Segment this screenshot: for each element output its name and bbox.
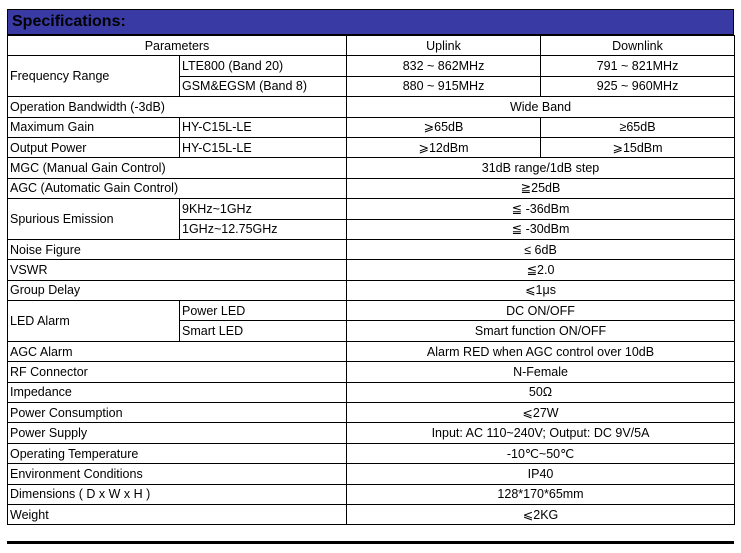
row-value: DC ON/OFF	[347, 301, 735, 321]
row-value: Input: AC 110~240V; Output: DC 9V/5A	[347, 423, 735, 443]
uplink-value: ⩾12dBm	[347, 137, 541, 157]
downlink-value: ⩾15dBm	[541, 137, 735, 157]
row-label: Impedance	[8, 382, 347, 402]
row-label: Environment Conditions	[8, 464, 347, 484]
uplink-value: ⩾65dB	[347, 117, 541, 137]
row-label: Noise Figure	[8, 239, 347, 259]
row-value: Smart function ON/OFF	[347, 321, 735, 341]
row-value: ⩽27W	[347, 403, 735, 423]
table-row	[8, 484, 735, 504]
row-label: LED Alarm	[8, 301, 180, 342]
row-label: VSWR	[8, 260, 347, 280]
section-header	[7, 9, 734, 35]
table-row	[8, 362, 735, 382]
row-sublabel: LTE800 (Band 20)	[180, 56, 347, 76]
row-value: Alarm RED when AGC control over 10dB	[347, 341, 735, 361]
row-value: ≦ -36dBm	[347, 199, 735, 219]
row-label: Power Supply	[8, 423, 347, 443]
column-header-downlink: Downlink	[541, 36, 735, 56]
table-row	[8, 301, 735, 321]
table-row	[8, 341, 735, 361]
row-label: AGC Alarm	[8, 341, 347, 361]
row-label: Weight	[8, 504, 347, 524]
downlink-value: 791 ~ 821MHz	[541, 56, 735, 76]
table-header-row	[8, 36, 735, 56]
row-value: IP40	[347, 464, 735, 484]
row-label: MGC (Manual Gain Control)	[8, 158, 347, 178]
bottom-divider	[7, 541, 734, 544]
row-value: 31dB range/1dB step	[347, 158, 735, 178]
row-value: ≤ 6dB	[347, 239, 735, 259]
row-value: N-Female	[347, 362, 735, 382]
table-row	[8, 158, 735, 178]
row-sublabel: Smart LED	[180, 321, 347, 341]
row-value: 128*170*65mm	[347, 484, 735, 504]
row-label: Operation Bandwidth (-3dB)	[8, 97, 347, 117]
table-row	[8, 443, 735, 463]
section-title: Specifications:	[12, 13, 126, 30]
row-label: Group Delay	[8, 280, 347, 300]
table-row	[8, 117, 735, 137]
row-sublabel: GSM&EGSM (Band 8)	[180, 76, 347, 96]
table-row	[8, 280, 735, 300]
row-value: 50Ω	[347, 382, 735, 402]
column-header-parameters: Parameters	[8, 36, 347, 56]
row-value: ⩽2KG	[347, 504, 735, 524]
table-row	[8, 178, 735, 198]
downlink-value: 925 ~ 960MHz	[541, 76, 735, 96]
row-value: ≧25dB	[347, 178, 735, 198]
table-row	[8, 403, 735, 423]
row-value: Wide Band	[347, 97, 735, 117]
row-label: Frequency Range	[8, 56, 180, 97]
row-sublabel: HY-C15L-LE	[180, 117, 347, 137]
uplink-value: 880 ~ 915MHz	[347, 76, 541, 96]
row-sublabel: HY-C15L-LE	[180, 137, 347, 157]
row-label: Operating Temperature	[8, 443, 347, 463]
row-label: RF Connector	[8, 362, 347, 382]
downlink-value: ≥65dB	[541, 117, 735, 137]
row-label: Output Power	[8, 137, 180, 157]
row-value: ≦ -30dBm	[347, 219, 735, 239]
row-value: ⩽1μs	[347, 280, 735, 300]
table-row	[8, 464, 735, 484]
table-row	[8, 56, 735, 76]
table-row	[8, 97, 735, 117]
row-label: Power Consumption	[8, 403, 347, 423]
uplink-value: 832 ~ 862MHz	[347, 56, 541, 76]
table-row	[8, 504, 735, 524]
table-row	[8, 137, 735, 157]
row-value: ≦2.0	[347, 260, 735, 280]
table-row	[8, 423, 735, 443]
row-label: AGC (Automatic Gain Control)	[8, 178, 347, 198]
row-label: Maximum Gain	[8, 117, 180, 137]
row-sublabel: Power LED	[180, 301, 347, 321]
column-header-uplink: Uplink	[347, 36, 541, 56]
table-row	[8, 199, 735, 219]
row-label: Dimensions ( D x W x H )	[8, 484, 347, 504]
table-row	[8, 382, 735, 402]
table-row	[8, 239, 735, 259]
table-row	[8, 260, 735, 280]
row-value: -10℃~50℃	[347, 443, 735, 463]
specifications-table	[7, 35, 735, 525]
row-sublabel: 9KHz~1GHz	[180, 199, 347, 219]
row-label: Spurious Emission	[8, 199, 180, 240]
row-sublabel: 1GHz~12.75GHz	[180, 219, 347, 239]
